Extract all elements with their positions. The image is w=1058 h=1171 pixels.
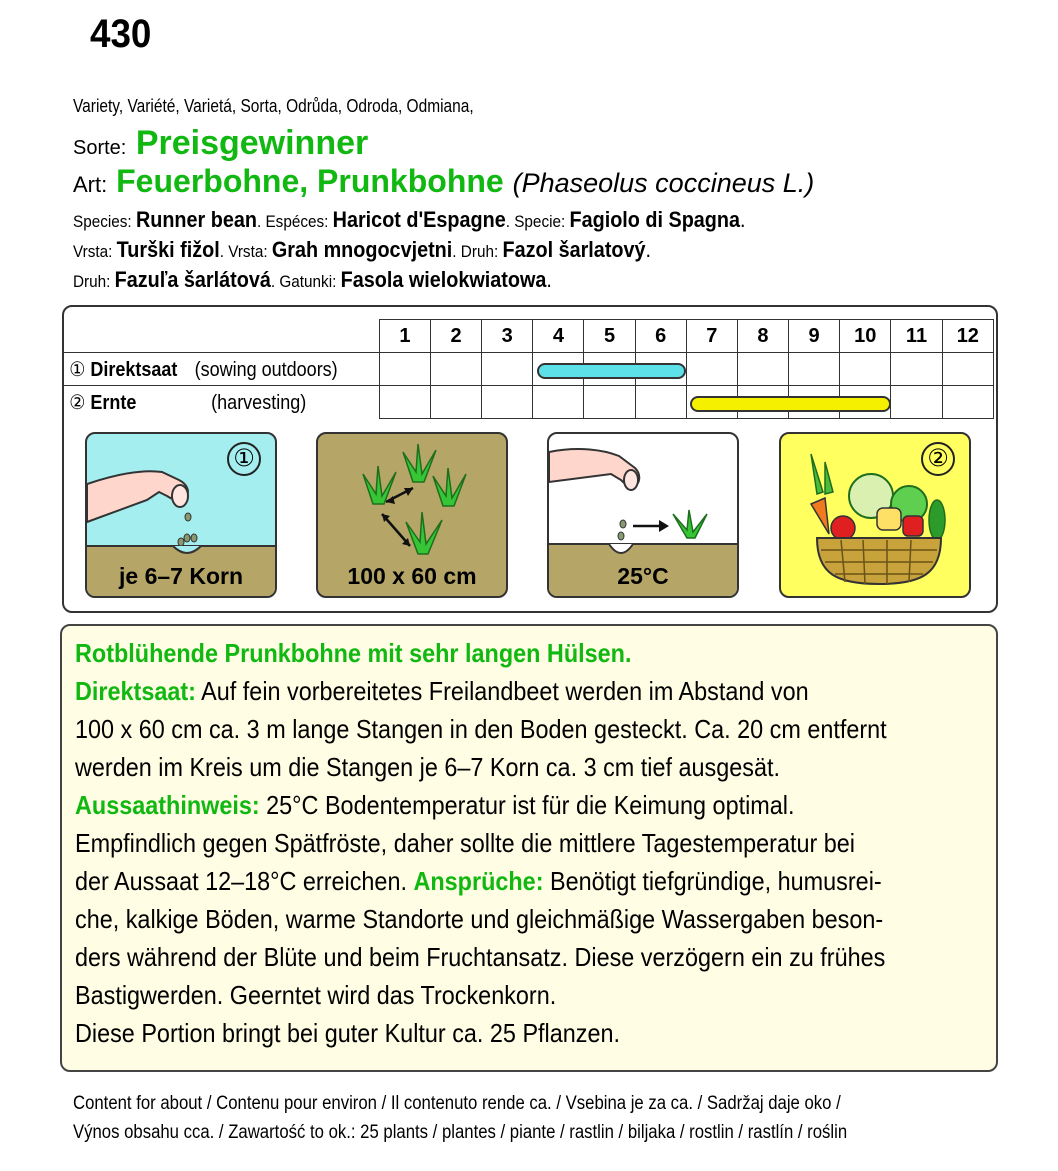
footer-content-line-1: Content for about / Contenu pour environ / Il contenuto rende ca. / Vsebina je za ca. / Sadržaj daje oko /: [73, 1093, 841, 1114]
row-desc: (harvesting): [211, 391, 307, 414]
description-line: che, kalkige Böden, warme Standorte und gleichmäßige Wassergaben beson-: [75, 904, 884, 934]
description-line: ders während der Blüte und beim Fruchtansatz. Diese verzögern ein zu frühes: [75, 942, 886, 972]
latin-name: (Phaseolus coccineus L.): [512, 168, 815, 198]
tile-sowing: [85, 432, 277, 598]
row-name: Ernte: [90, 391, 137, 414]
description-line: Empfindlich gegen Spätfröste, daher sollte die mittlere Tagestemperatur bei: [75, 828, 856, 858]
month-10: 10: [840, 320, 891, 353]
row-marker: ①: [69, 358, 86, 381]
description-line: werden im Kreis um die Stangen je 6–7 Korn ca. 3 cm tief ausgesät.: [75, 752, 780, 782]
month-8: 8: [737, 320, 788, 353]
step-marker-2: ②: [921, 442, 955, 476]
harvest-period-bar: [690, 396, 891, 412]
calendar-row-direktsaat: [62, 353, 994, 386]
step-marker-1: ①: [227, 442, 261, 476]
description-line: Diese Portion bringt bei guter Kultur ca. 25 Pflanzen.: [75, 1018, 621, 1048]
description-line: Direktsaat: Auf fein vorbereitetes Freilandbeet werden im Abstand von: [75, 676, 809, 706]
variety-line: Variety, Variété, Varietá, Sorta, Odrůda, Odroda, Odmiana,: [73, 96, 474, 116]
tile-temperature: [547, 432, 739, 598]
species-line-2: Vrsta: Turški fižol. Vrsta: Grah mnogocvjetni. Druh: Fazol šarlatový.: [73, 237, 652, 262]
species-name: Feuerbohne, Prunkbohne: [116, 163, 504, 199]
month-2: 2: [431, 320, 482, 353]
description-line: Bastigwerden. Geerntet wird das Trockenkorn.: [75, 980, 557, 1010]
month-3: 3: [482, 320, 533, 353]
month-1: 1: [379, 320, 430, 353]
description-line: 100 x 60 cm ca. 3 m lange Stangen in den Boden gesteckt. Ca. 20 cm entfernt: [75, 714, 887, 744]
packet-number: 430: [90, 12, 152, 56]
month-12: 12: [942, 320, 993, 353]
description-line: Aussaathinweis: 25°C Bodentemperatur ist für die Keimung optimal.: [75, 790, 795, 820]
description-headline: Rotblühende Prunkbohne mit sehr langen Hülsen.: [75, 638, 632, 668]
tile-harvest: [779, 432, 971, 598]
month-5: 5: [584, 320, 635, 353]
month-7: 7: [686, 320, 737, 353]
month-11: 11: [891, 320, 942, 353]
species-heading: [73, 162, 814, 204]
row-name: Direktsaat: [90, 358, 178, 381]
description-line: der Aussaat 12–18°C erreichen. Ansprüche: Benötigt tiefgründige, humusrei-: [75, 866, 882, 896]
row-marker: ②: [69, 391, 86, 414]
footer-content-line-2: Výnos obsahu cca. / Zawartość to ok.: 25 plants / plantes / piante / rastlin / biljaka / rostlin / rastlín / roślin: [73, 1122, 848, 1143]
month-4: 4: [533, 320, 584, 353]
variety-name: Preisgewinner: [135, 124, 369, 162]
month-9: 9: [789, 320, 840, 353]
species-line-3: Druh: Fazuľa šarlátová. Gatunki: Fasola wielokwiatowa.: [73, 267, 552, 292]
month-header-row: [62, 320, 994, 353]
tile-spacing: [316, 432, 508, 598]
tile-caption: 100 x 60 cm: [347, 563, 477, 589]
tile-caption: 25°C: [617, 563, 669, 589]
month-6: 6: [635, 320, 686, 353]
sorte-label: Sorte:: [73, 137, 127, 159]
species-line-1: Species: Runner bean. Espéces: Haricot d'Espagne. Specie: Fagiolo di Spagna.: [73, 207, 746, 232]
variety-heading: [73, 124, 368, 167]
tile-caption: je 6–7 Korn: [119, 563, 243, 589]
art-label: Art:: [73, 172, 108, 197]
sowing-period-bar: [537, 363, 686, 379]
growing-instructions: [60, 624, 998, 1072]
row-desc: (sowing outdoors): [194, 358, 338, 381]
